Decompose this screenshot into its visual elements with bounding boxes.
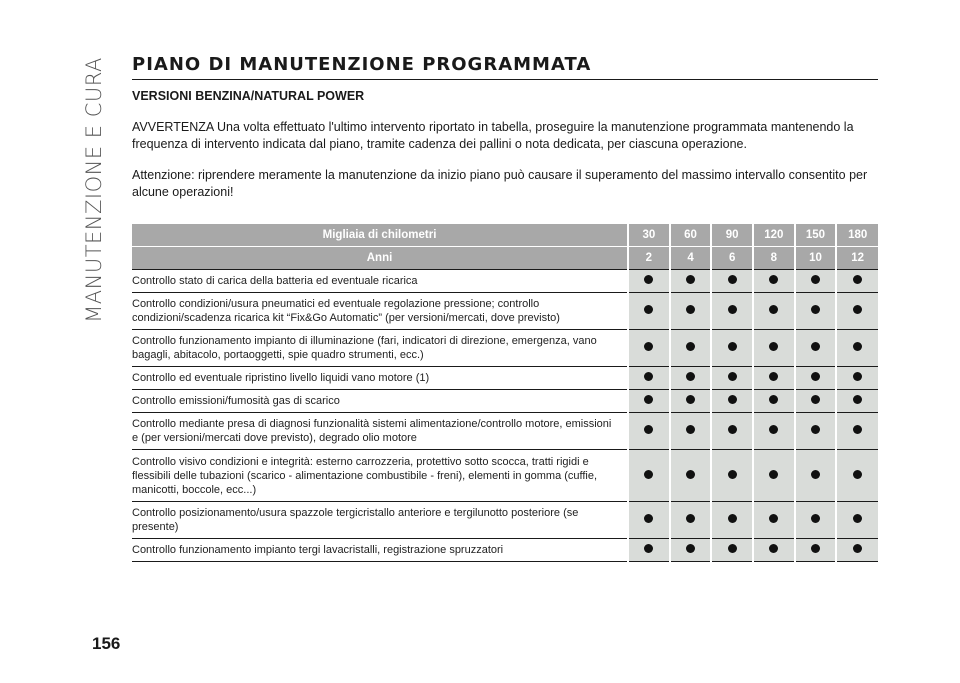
filled-circle-icon [769, 275, 778, 284]
interval-cell [795, 413, 837, 450]
interval-cell [628, 539, 670, 562]
warning-paragraph: AVVERTENZA Una volta effettuato l'ultimo intervento riportato in tabella, proseguire la manutenzione programmata mantenendo la frequenza di intervento indicata dal piano, tramite cadenza dei pallini o nota dedicata, per ciascuna operazione. [132, 120, 854, 151]
interval-cell [670, 539, 712, 562]
header-km-value: 120 [753, 224, 795, 247]
interval-cell [753, 330, 795, 367]
interval-cell [711, 539, 753, 562]
interval-cell [753, 413, 795, 450]
filled-circle-icon [728, 544, 737, 553]
filled-circle-icon [728, 395, 737, 404]
filled-circle-icon [686, 305, 695, 314]
filled-circle-icon [728, 425, 737, 434]
interval-cell [628, 502, 670, 539]
filled-circle-icon [853, 395, 862, 404]
interval-cell [753, 270, 795, 293]
filled-circle-icon [769, 395, 778, 404]
filled-circle-icon [644, 470, 653, 479]
content [132, 54, 878, 201]
filled-circle-icon [811, 275, 820, 284]
filled-circle-icon [853, 342, 862, 351]
filled-circle-icon [811, 372, 820, 381]
interval-cell [670, 413, 712, 450]
filled-circle-icon [811, 305, 820, 314]
filled-circle-icon [644, 425, 653, 434]
filled-circle-icon [686, 395, 695, 404]
interval-cell [753, 367, 795, 390]
filled-circle-icon [644, 514, 653, 523]
interval-cell [711, 270, 753, 293]
operation-description: Controllo emissioni/fumosità gas di scarico [132, 390, 628, 413]
header-km-value: 30 [628, 224, 670, 247]
header-km-value: 90 [711, 224, 753, 247]
interval-cell [836, 539, 878, 562]
filled-circle-icon [728, 514, 737, 523]
header-years-label: Anni [132, 247, 628, 270]
filled-circle-icon [686, 470, 695, 479]
operation-description: Controllo funzionamento impianto tergi lavacristalli, registrazione spruzzatori [132, 539, 628, 562]
interval-cell [711, 450, 753, 502]
header-km-value: 60 [670, 224, 712, 247]
table-row [132, 270, 878, 293]
page-title: PIANO DI MANUTENZIONE PROGRAMMATA [132, 54, 878, 80]
filled-circle-icon [686, 425, 695, 434]
filled-circle-icon [769, 514, 778, 523]
interval-cell [795, 270, 837, 293]
operation-description: Controllo funzionamento impianto di illuminazione (fari, indicatori di direzione, emergenza, vano bagagli, abitacolo, portaoggetti, spie quadro strumenti, ecc.) [132, 330, 628, 367]
interval-cell [711, 413, 753, 450]
filled-circle-icon [644, 372, 653, 381]
filled-circle-icon [686, 342, 695, 351]
filled-circle-icon [644, 544, 653, 553]
filled-circle-icon [728, 470, 737, 479]
table-row [132, 502, 878, 539]
interval-cell [836, 293, 878, 330]
header-years-value: 2 [628, 247, 670, 270]
table-body [132, 270, 878, 562]
table-row [132, 539, 878, 562]
attention-paragraph: Attenzione: riprendere meramente la manutenzione da inizio piano può causare il superamento del massimo intervallo consentito per alcune operazioni! [132, 168, 868, 199]
interval-cell [711, 293, 753, 330]
filled-circle-icon [728, 305, 737, 314]
filled-circle-icon [728, 342, 737, 351]
interval-cell [628, 390, 670, 413]
filled-circle-icon [769, 305, 778, 314]
header-row-km [132, 224, 878, 247]
interval-cell [670, 270, 712, 293]
interval-cell [795, 293, 837, 330]
header-row-years [132, 247, 878, 270]
interval-cell [628, 330, 670, 367]
operation-description: Controllo visivo condizioni e integrità: esterno carrozzeria, protettivo sotto scocca, tratti rigidi e flessibili delle tubazioni (scarico - alimentazione combustibile - freni), elementi in gomma (cuffie, manicotti, boccole, ecc...) [132, 450, 628, 502]
filled-circle-icon [853, 514, 862, 523]
operation-description: Controllo stato di carica della batteria ed eventuale ricarica [132, 270, 628, 293]
filled-circle-icon [811, 470, 820, 479]
filled-circle-icon [644, 305, 653, 314]
filled-circle-icon [853, 372, 862, 381]
interval-cell [628, 413, 670, 450]
filled-circle-icon [853, 305, 862, 314]
filled-circle-icon [811, 342, 820, 351]
interval-cell [795, 539, 837, 562]
interval-cell [836, 270, 878, 293]
filled-circle-icon [686, 544, 695, 553]
interval-cell [628, 293, 670, 330]
interval-cell [795, 390, 837, 413]
filled-circle-icon [811, 514, 820, 523]
header-km-label: Migliaia di chilometri [132, 224, 628, 247]
interval-cell [836, 330, 878, 367]
operation-description: Controllo condizioni/usura pneumatici ed eventuale regolazione pressione; controllo condizioni/scadenza ricarica kit “Fix&Go Automatic” (per versioni/mercati, dove previsto) [132, 293, 628, 330]
filled-circle-icon [686, 514, 695, 523]
filled-circle-icon [644, 342, 653, 351]
filled-circle-icon [853, 544, 862, 553]
interval-cell [795, 330, 837, 367]
operation-description: Controllo mediante presa di diagnosi funzionalità sistemi alimentazione/controllo motore, emissioni e (per versioni/mercati dove previsto), degrado olio motore [132, 413, 628, 450]
interval-cell [836, 367, 878, 390]
interval-cell [711, 367, 753, 390]
interval-cell [670, 293, 712, 330]
interval-cell [628, 367, 670, 390]
maintenance-table [132, 224, 878, 562]
interval-cell [795, 450, 837, 502]
interval-cell [670, 330, 712, 367]
header-years-value: 8 [753, 247, 795, 270]
table-row [132, 390, 878, 413]
interval-cell [795, 367, 837, 390]
header-km-value: 150 [795, 224, 837, 247]
filled-circle-icon [728, 372, 737, 381]
header-km-value: 180 [836, 224, 878, 247]
interval-cell [753, 293, 795, 330]
filled-circle-icon [769, 425, 778, 434]
interval-cell [836, 390, 878, 413]
interval-cell [628, 270, 670, 293]
filled-circle-icon [853, 275, 862, 284]
table-row [132, 293, 878, 330]
interval-cell [670, 450, 712, 502]
interval-cell [836, 413, 878, 450]
filled-circle-icon [811, 425, 820, 434]
header-years-value: 12 [836, 247, 878, 270]
filled-circle-icon [769, 470, 778, 479]
table-row [132, 330, 878, 367]
filled-circle-icon [644, 395, 653, 404]
filled-circle-icon [686, 372, 695, 381]
interval-cell [753, 502, 795, 539]
filled-circle-icon [728, 275, 737, 284]
operation-description: Controllo ed eventuale ripristino livello liquidi vano motore (1) [132, 367, 628, 390]
filled-circle-icon [853, 425, 862, 434]
interval-cell [711, 330, 753, 367]
interval-cell [670, 502, 712, 539]
header-years-value: 10 [795, 247, 837, 270]
filled-circle-icon [686, 275, 695, 284]
interval-cell [670, 367, 712, 390]
section-side-title: MANUTENZIONE E CURA [82, 57, 106, 323]
table-row [132, 367, 878, 390]
header-years-value: 4 [670, 247, 712, 270]
filled-circle-icon [811, 544, 820, 553]
interval-cell [753, 390, 795, 413]
interval-cell [628, 450, 670, 502]
interval-cell [711, 390, 753, 413]
table-row [132, 413, 878, 450]
filled-circle-icon [769, 544, 778, 553]
filled-circle-icon [853, 470, 862, 479]
interval-cell [795, 502, 837, 539]
filled-circle-icon [769, 342, 778, 351]
interval-cell [836, 502, 878, 539]
interval-cell [753, 450, 795, 502]
table-row [132, 450, 878, 502]
page-number: 156 [92, 634, 121, 653]
interval-cell [753, 539, 795, 562]
filled-circle-icon [811, 395, 820, 404]
filled-circle-icon [644, 275, 653, 284]
interval-cell [670, 390, 712, 413]
interval-cell [711, 502, 753, 539]
operation-description: Controllo posizionamento/usura spazzole tergicristallo anteriore e tergilunotto posteriore (se presente) [132, 502, 628, 539]
interval-cell [836, 450, 878, 502]
section-subtitle: VERSIONI BENZINA/NATURAL POWER [132, 89, 365, 103]
filled-circle-icon [769, 372, 778, 381]
header-years-value: 6 [711, 247, 753, 270]
